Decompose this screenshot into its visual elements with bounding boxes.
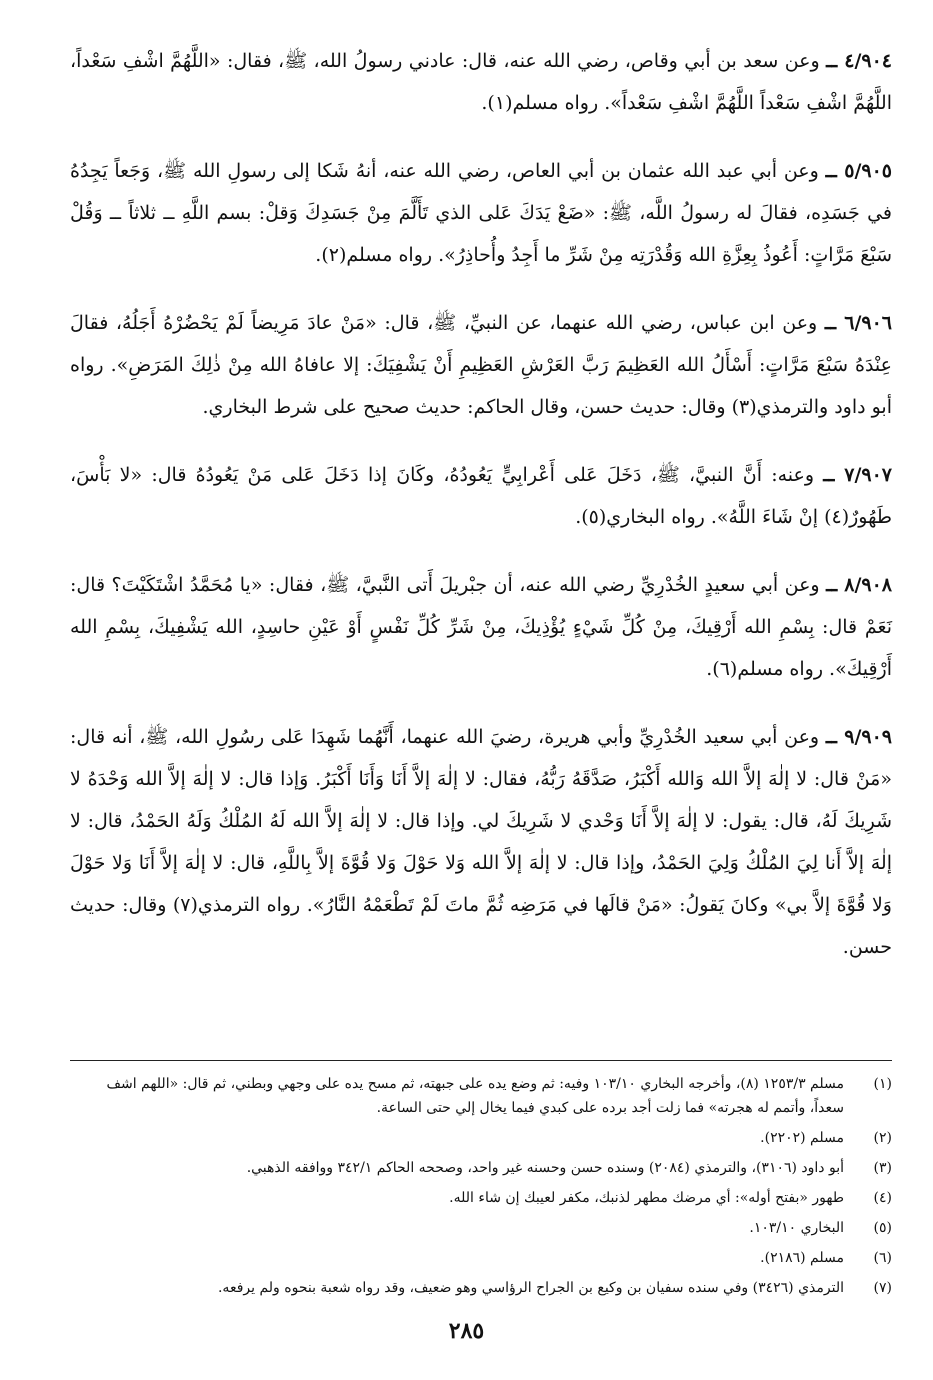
- footnote-text: مسلم (٢١٨٦).: [760, 1250, 844, 1266]
- hadith-text: وعن ابن عباس، رضي الله عنهما، عن النبيِّ، ﷺ، قال: «مَنْ عادَ مَرِيضاً لَمْ يَحْضُرْهُ أَجَلُهُ، فقالَ عِنْدَهُ سَبْعَ مَرَّاتٍ: أَسْأَلُ الله العَظِيمَ رَبَّ العَرْشِ العَظِيمِ أَنْ يَشْفِيَكَ: إلا عافاهُ الله مِنْ ذٰلِكَ المَرَضِ». رواه أبو داود والترمذي(٣) وقال: حديث حسن، وقال الحاكم: حديث صحيح على شرط البخاري.: [70, 312, 892, 418]
- footnote-text: البخاري ١٠٣/١٠.: [749, 1220, 844, 1236]
- hadith-text: وعن أبي سعيدٍ الخُدْرِيِّ رضي الله عنه، أن جبْريلَ أَتى النَّبيَّ، ﷺ، فقال: «يا مُحَمَّدُ اشْتَكَيْتَ؟ قال: نَعَمْ قال: بِسْمِ الله أَرْقِيكَ، مِنْ كُلِّ شَيْءٍ يُؤْذِيكَ، مِنْ شَرِّ كُلِّ نَفْسٍ أَوْ عَيْنِ حاسِدٍ، الله يَشْفِيكَ، بِسْمِ الله أَرْقِيكَ». رواه مسلم(٦).: [70, 574, 892, 680]
- footnote-2: [70, 1126, 892, 1150]
- footnote-text: مسلم (٢٢٠٢).: [760, 1130, 844, 1146]
- footnote-1: [70, 1072, 892, 1120]
- main-text: [70, 40, 892, 994]
- hadith-number: ٥/٩٠٥ ــ: [825, 160, 892, 182]
- footnote-number: (١): [873, 1076, 892, 1092]
- footnote-divider: [70, 1060, 892, 1061]
- hadith-paragraph-2: [70, 150, 892, 276]
- hadith-number: ٧/٩٠٧ ــ: [823, 464, 892, 486]
- hadith-paragraph-6: [70, 716, 892, 968]
- hadith-text: وعنه: أَنَّ النبيَّ، ﷺ، دَخَلَ عَلى أَعْرابِيٍّ يَعُودُهُ، وكَانَ إذا دَخَلَ عَلى مَنْ يَعُودُهُ قال: «لا بَأْسَ، طَهُورٌ(٤) إنْ شَاءَ اللَّهُ». رواه البخاري(٥).: [70, 464, 892, 528]
- footnote-number: (٧): [873, 1280, 892, 1296]
- hadith-paragraph-3: [70, 302, 892, 428]
- footnote-number: (٤): [873, 1190, 892, 1206]
- hadith-number: ٤/٩٠٤ ــ: [826, 50, 892, 72]
- footnote-text: الترمذي (٣٤٢٦) وفي سنده سفيان بن وكيع بن الجراح الرؤاسي وهو ضعيف، وقد رواه شعبة بنحوه ولم يرفعه.: [217, 1280, 844, 1296]
- footnote-number: (٥): [873, 1220, 892, 1236]
- footnote-text: مسلم ١٢٥٣/٣ (٨)، وأخرجه البخاري ١٠٣/١٠ وفيه: ثم وضع يده على جبهته، ثم مسح يده على وجهي وبطني، ثم قال: «اللهم اشف سعداً، وأتمم له هجرته» فما زلت أجد برده على كبدي فيما يخال إلي حتى الساعة.: [106, 1076, 844, 1116]
- hadith-text: وعن أبي سعيد الخُدْرِيِّ وأبي هريرة، رضيَ الله عنهما، أَنَّهُما شَهِدَا عَلى رسُولِ الله، ﷺ، أنه قال: «مَنْ قال: لا إلٰهَ إلاَّ الله وَالله أَكْبَرُ، صَدَّقَهُ رَبُّهُ، فقال: لا إلٰهَ إلاَّ أَنَا وَأَنَا أَكْبَرُ. وَإذا قال: لا إلٰهَ إلاَّ الله وَحْدَهُ لا شَرِيكَ لَهُ، قال: يقول: لا إلٰهَ إلاَّ أَنَا وَحْدي لا شَرِيكَ لي. وإذا قال: لا إلٰهَ إلاَّ الله لَهُ المُلْكُ وَلَهُ الحَمْدُ، قال: لا إلٰهَ إلاَّ أَنا لِيَ المُلْكُ وَلِيَ الحَمْدُ، وإذا قال: لا إلٰهَ إلاَّ الله وَلا حَوْلَ وَلا قُوَّةَ إلاَّ بِاللَّهِ، قال: لا إلٰهَ إلاَّ أَنَا وَلا حَوْلَ وَلا قُوَّةَ إلاَّ بي» وكانَ يَقولُ: «مَنْ قالَها في مَرَضِه ثُمَّ ماتَ لَمْ تَطْعَمْهُ النَّارُ». رواه الترمذي(٧) وقال: حديث حسن.: [70, 726, 892, 958]
- footnote-3: [70, 1156, 892, 1180]
- footnote-6: [70, 1246, 892, 1270]
- hadith-paragraph-5: [70, 564, 892, 690]
- footnote-5: [70, 1216, 892, 1240]
- hadith-number: ٦/٩٠٦ ــ: [824, 312, 893, 334]
- hadith-number: ٨/٩٠٨ ــ: [826, 574, 892, 596]
- footnote-text: أبو داود (٣١٠٦)، والترمذي (٢٠٨٤) وسنده حسن وحسنه غير واحد، وصححه الحاكم ٣٤٢/١ ووافقه الذهبي.: [246, 1160, 844, 1176]
- hadith-text: وعن أبي عبد الله عثمان بن أبي العاص، رضي الله عنه، أنهُ شَكا إلى رسولِ الله ﷺ، وَجَعاً يَجِدُهُ في جَسَدِه، فقالَ له رسولُ اللَّه، ﷺ: «ضَعْ يَدَكَ عَلى الذي تَأَلَّمَ مِنْ جَسَدِكَ وَقلْ: بسم اللَّهِ ــ ثلاثاً ــ وَقُلْ سَبْعَ مَرَّاتٍ: أَعُوذُ بِعِزَّةِ الله وَقُدْرَتِه مِنْ شَرِّ ما أَجِدُ وأُحاذِرُ». رواه مسلم(٢).: [70, 160, 892, 266]
- footnote-4: [70, 1186, 892, 1210]
- footnote-7: [70, 1276, 892, 1300]
- footnote-text: طهور «بفتح أوله»: أي مرضك مطهر لذنبك، مكفر لعيبك إن شاء الله.: [449, 1190, 844, 1206]
- page-number: ٢٨٥: [448, 1318, 485, 1344]
- hadith-number: ٩/٩٠٩ ــ: [825, 726, 892, 748]
- footnote-number: (٢): [873, 1130, 892, 1146]
- footnote-number: (٦): [873, 1250, 892, 1266]
- hadith-paragraph-1: [70, 40, 892, 124]
- hadith-text: وعن سعد بن أبي وقاص، رضي الله عنه، قال: عادني رسولُ الله، ﷺ، فقال: «اللَّهُمَّ اشْفِ سَعْداً، اللَّهُمَّ اشْفِ سَعْداً اللَّهُمَّ اشْفِ سَعْداً». رواه مسلم(١).: [70, 50, 892, 114]
- footnote-number: (٣): [873, 1160, 892, 1176]
- hadith-paragraph-4: [70, 454, 892, 538]
- footnotes: [70, 1072, 892, 1306]
